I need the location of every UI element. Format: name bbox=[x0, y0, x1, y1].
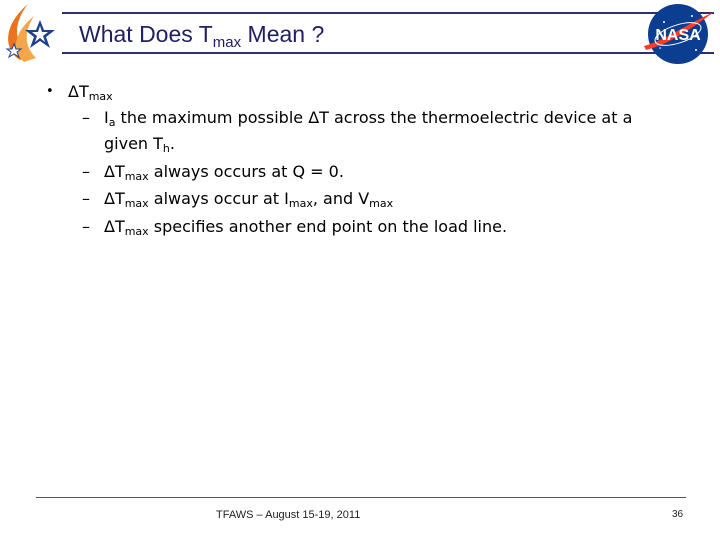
sub-item-2: $\Delta T_{max}$ always occurs at Q = 0. bbox=[104, 162, 344, 183]
footer-divider bbox=[36, 497, 686, 498]
slide-title: What Does $T_{max}$ Mean ? bbox=[79, 21, 325, 51]
dash-2: – bbox=[82, 162, 90, 181]
footer-event-text: TFAWS – August 15-19, 2011 bbox=[216, 509, 361, 521]
level1-bullet-text: $\Delta T_{max}$ bbox=[68, 82, 113, 103]
bullet-dot: • bbox=[46, 84, 54, 99]
nasa-meatball-logo bbox=[640, 2, 716, 66]
dash-3: – bbox=[82, 189, 90, 208]
title-bar bbox=[62, 12, 714, 54]
sub-item-1: $I_a$ the maximum possible ΔT across the thermoelectric device at a bbox=[104, 108, 633, 129]
sub-item-1-continuation: given $T_h$. bbox=[104, 134, 175, 155]
sub-item-4: $\Delta T_{max}$ specifies another end point on the load line. bbox=[104, 217, 508, 238]
dash-1: – bbox=[82, 108, 90, 127]
nasa-logo-text: NASA bbox=[655, 27, 701, 44]
sub-item-3: $\Delta T_{max}$ always occur at $I_{max}$, and $V_{max}$ bbox=[104, 189, 394, 210]
dash-4: – bbox=[82, 217, 90, 236]
page-number: 36 bbox=[672, 509, 684, 520]
